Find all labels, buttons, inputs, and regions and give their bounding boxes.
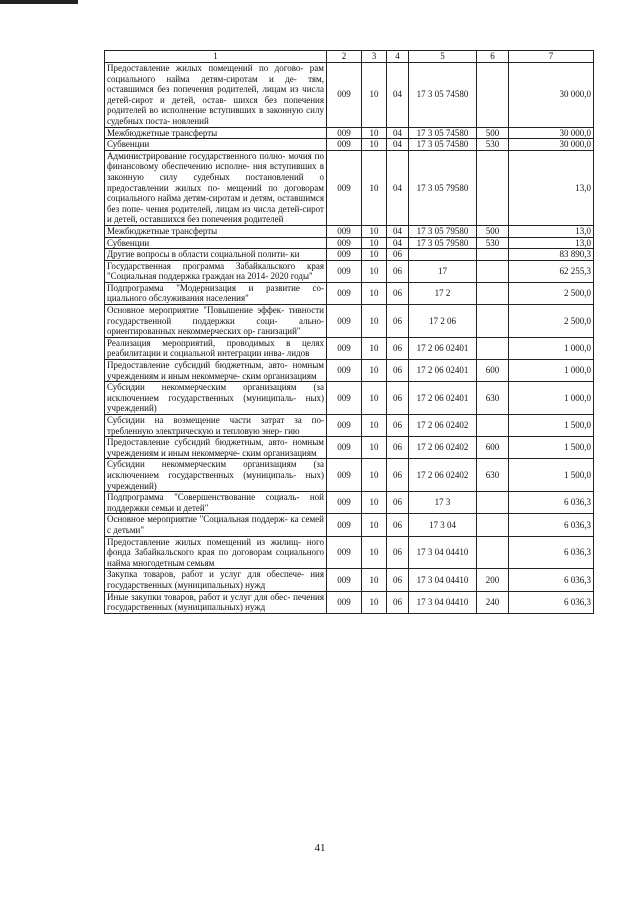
row-name: Подпрограмма "Модернизация и развитие со- циального обслуживания населения" <box>105 282 327 304</box>
row-cell-c7: 1 500,0 <box>509 437 594 459</box>
row-name: Основное мероприятие "Повышение эффек- тивности государственной поддержки соци- ально-ориентированных некоммерческих ор- ганизаций" <box>105 305 327 338</box>
table-row <box>105 249 594 261</box>
row-cell-c5: 17 2 06 <box>409 305 477 338</box>
row-cell-c3: 10 <box>362 225 387 237</box>
row-name: Субсидии некоммерческим организациям (за исключением государственных (муниципаль- ных) учреждений) <box>105 459 327 492</box>
row-name: Предоставление жилых помещений из жилищ- ного фонда Забайкальского края по договорам социального найма многодетным семьям <box>105 536 327 569</box>
row-cell-c3: 10 <box>362 415 387 437</box>
table-row <box>105 459 594 492</box>
row-name: Субсидии некоммерческим организациям (за исключением государственных (муниципаль- ных) учреждений) <box>105 382 327 415</box>
row-name: Предоставление субсидий бюджетным, авто- номным учреждениям и иным некоммерче- ским организациям <box>105 437 327 459</box>
row-name: Администрирование государственного полно- мочия по финансовому обеспечению исполне- ния вступивших в законную силу судебных постановлений о предоставлении жилых по- мещений по договорам социального найма детям-сиротам и детям, оставшимся без попе- чения родителей, лицам из числа детей-сирот и детей, оставшихся без попечения родителей <box>105 150 327 225</box>
row-cell-c3: 10 <box>362 63 387 128</box>
row-cell-c3: 10 <box>362 127 387 139</box>
table-row <box>105 514 594 536</box>
row-cell-c5: 17 3 05 74580 <box>409 127 477 139</box>
row-cell-c5: 17 3 <box>409 492 477 514</box>
row-cell-c4: 06 <box>387 459 409 492</box>
row-cell-c6: 200 <box>477 569 509 591</box>
row-name: Предоставление жилых помещений по догово- рам социального найма детям-сиротам и де- тям, оставшимся без попечения родителей, лицам из числа детей-сирот и детей, остав- шихся без попечения родителей во исполнение вступивших в законную силу судебных поста- новлений <box>105 63 327 128</box>
row-cell-c2: 009 <box>327 139 362 151</box>
row-cell-c5: 17 3 05 74580 <box>409 139 477 151</box>
row-cell-c6: 630 <box>477 459 509 492</box>
row-cell-c7: 13,0 <box>509 150 594 225</box>
row-cell-c2: 009 <box>327 337 362 359</box>
row-cell-c5: 17 2 <box>409 282 477 304</box>
row-cell-c7: 1 500,0 <box>509 415 594 437</box>
page-number: 41 <box>314 842 326 854</box>
row-cell-c2: 009 <box>327 569 362 591</box>
table-row <box>105 337 594 359</box>
row-cell-c4: 04 <box>387 127 409 139</box>
row-cell-c6 <box>477 63 509 128</box>
row-cell-c2: 009 <box>327 591 362 613</box>
row-cell-c5: 17 3 05 79580 <box>409 225 477 237</box>
header-row <box>105 51 594 63</box>
row-cell-c6 <box>477 337 509 359</box>
row-cell-c4: 06 <box>387 591 409 613</box>
row-cell-c2: 009 <box>327 514 362 536</box>
row-cell-c6: 500 <box>477 225 509 237</box>
col-header-4: 4 <box>387 51 409 63</box>
row-cell-c7: 2 500,0 <box>509 305 594 338</box>
top-edge-mark <box>0 0 78 4</box>
row-cell-c7: 30 000,0 <box>509 139 594 151</box>
row-name: Субсидии на возмещение части затрат за по- требленную электрическую и тепловую энер- гию <box>105 415 327 437</box>
row-name: Иные закупки товаров, работ и услуг для обес- печения государственных (муниципальных) нужд <box>105 591 327 613</box>
row-cell-c2: 009 <box>327 382 362 415</box>
row-cell-c6: 600 <box>477 360 509 382</box>
row-cell-c6: 240 <box>477 591 509 613</box>
row-cell-c5: 17 <box>409 260 477 282</box>
table-row <box>105 305 594 338</box>
row-cell-c4: 06 <box>387 360 409 382</box>
table-row <box>105 282 594 304</box>
row-cell-c2: 009 <box>327 127 362 139</box>
row-cell-c6: 630 <box>477 382 509 415</box>
row-cell-c7: 1 500,0 <box>509 459 594 492</box>
row-cell-c4: 06 <box>387 536 409 569</box>
col-header-5: 5 <box>409 51 477 63</box>
row-cell-c3: 10 <box>362 536 387 569</box>
col-header-2: 2 <box>327 51 362 63</box>
row-cell-c7: 30 000,0 <box>509 127 594 139</box>
table-row <box>105 225 594 237</box>
row-cell-c5: 17 2 06 02401 <box>409 382 477 415</box>
row-cell-c4: 04 <box>387 150 409 225</box>
row-cell-c3: 10 <box>362 437 387 459</box>
row-cell-c2: 009 <box>327 225 362 237</box>
row-cell-c2: 009 <box>327 249 362 261</box>
table-row <box>105 237 594 249</box>
row-cell-c7: 62 255,3 <box>509 260 594 282</box>
row-cell-c5: 17 3 04 04410 <box>409 536 477 569</box>
row-cell-c5: 17 2 06 02402 <box>409 459 477 492</box>
row-cell-c5: 17 3 05 79580 <box>409 150 477 225</box>
table-row <box>105 127 594 139</box>
row-name: Закупка товаров, работ и услуг для обеспече- ния государственных (муниципальных) нужд <box>105 569 327 591</box>
row-cell-c6 <box>477 415 509 437</box>
row-cell-c5: 17 2 06 02402 <box>409 437 477 459</box>
row-cell-c7: 13,0 <box>509 225 594 237</box>
row-cell-c3: 10 <box>362 591 387 613</box>
row-cell-c7: 30 000,0 <box>509 63 594 128</box>
table-row <box>105 415 594 437</box>
col-header-6: 6 <box>477 51 509 63</box>
row-cell-c3: 10 <box>362 514 387 536</box>
row-cell-c4: 04 <box>387 237 409 249</box>
table-row <box>105 536 594 569</box>
row-cell-c6 <box>477 305 509 338</box>
row-cell-c2: 009 <box>327 260 362 282</box>
row-cell-c3: 10 <box>362 282 387 304</box>
table-row <box>105 382 594 415</box>
row-cell-c3: 10 <box>362 382 387 415</box>
col-header-1: 1 <box>105 51 327 63</box>
row-cell-c6: 600 <box>477 437 509 459</box>
row-cell-c7: 83 890,3 <box>509 249 594 261</box>
row-cell-c7: 1 000,0 <box>509 360 594 382</box>
row-cell-c3: 10 <box>362 237 387 249</box>
row-cell-c6: 500 <box>477 127 509 139</box>
row-cell-c5: 17 3 04 <box>409 514 477 536</box>
table-row <box>105 139 594 151</box>
row-cell-c4: 06 <box>387 305 409 338</box>
row-cell-c4: 04 <box>387 225 409 237</box>
row-cell-c3: 10 <box>362 459 387 492</box>
budget-table <box>104 50 594 614</box>
row-cell-c2: 009 <box>327 237 362 249</box>
row-cell-c6 <box>477 282 509 304</box>
row-cell-c7: 1 000,0 <box>509 337 594 359</box>
table-row <box>105 569 594 591</box>
row-cell-c3: 10 <box>362 492 387 514</box>
row-cell-c2: 009 <box>327 437 362 459</box>
row-cell-c6 <box>477 514 509 536</box>
row-cell-c7: 6 036,3 <box>509 591 594 613</box>
row-cell-c4: 06 <box>387 569 409 591</box>
row-cell-c6 <box>477 492 509 514</box>
row-cell-c5: 17 2 06 02401 <box>409 337 477 359</box>
row-cell-c2: 009 <box>327 492 362 514</box>
row-cell-c7: 1 000,0 <box>509 382 594 415</box>
row-cell-c4: 04 <box>387 139 409 151</box>
row-cell-c3: 10 <box>362 360 387 382</box>
row-cell-c7: 6 036,3 <box>509 514 594 536</box>
row-cell-c6 <box>477 260 509 282</box>
table-row <box>105 591 594 613</box>
row-cell-c6 <box>477 536 509 569</box>
row-cell-c4: 06 <box>387 382 409 415</box>
table-row <box>105 437 594 459</box>
table-row <box>105 150 594 225</box>
row-cell-c2: 009 <box>327 63 362 128</box>
row-name: Предоставление субсидий бюджетным, авто- номным учреждениям и иным некоммерче- ским организациям <box>105 360 327 382</box>
row-cell-c7: 6 036,3 <box>509 492 594 514</box>
row-cell-c5: 17 3 04 04410 <box>409 569 477 591</box>
row-cell-c6 <box>477 150 509 225</box>
row-cell-c4: 06 <box>387 514 409 536</box>
row-name: Основное мероприятие "Социальная поддерж- ка семей с детьми" <box>105 514 327 536</box>
row-cell-c3: 10 <box>362 260 387 282</box>
row-cell-c4: 06 <box>387 260 409 282</box>
row-cell-c7: 6 036,3 <box>509 536 594 569</box>
row-cell-c3: 10 <box>362 139 387 151</box>
row-cell-c2: 009 <box>327 459 362 492</box>
table-row <box>105 260 594 282</box>
row-name: Межбюджетные трансферты <box>105 225 327 237</box>
row-cell-c6: 530 <box>477 237 509 249</box>
row-cell-c5: 17 3 05 79580 <box>409 237 477 249</box>
row-name: Государственная программа Забайкальского края "Социальная поддержка граждан на 2014- 2020 годы" <box>105 260 327 282</box>
row-cell-c2: 009 <box>327 360 362 382</box>
row-cell-c7: 2 500,0 <box>509 282 594 304</box>
row-cell-c2: 009 <box>327 536 362 569</box>
row-name: Межбюджетные трансферты <box>105 127 327 139</box>
row-cell-c5: 17 3 04 04410 <box>409 591 477 613</box>
row-cell-c2: 009 <box>327 150 362 225</box>
row-cell-c5: 17 2 06 02402 <box>409 415 477 437</box>
row-cell-c3: 10 <box>362 337 387 359</box>
row-name: Другие вопросы в области социальной полити- ки <box>105 249 327 261</box>
row-cell-c5: 17 3 05 74580 <box>409 63 477 128</box>
row-cell-c4: 06 <box>387 249 409 261</box>
row-cell-c4: 04 <box>387 63 409 128</box>
row-cell-c2: 009 <box>327 282 362 304</box>
row-name: Подпрограмма "Совершенствование социаль- ной поддержки семьи и детей" <box>105 492 327 514</box>
row-cell-c2: 009 <box>327 415 362 437</box>
row-cell-c4: 06 <box>387 337 409 359</box>
row-name: Субвенции <box>105 139 327 151</box>
row-name: Реализация мероприятий, проводимых в целях реабилитации и социальной интеграции инва- лидов <box>105 337 327 359</box>
row-cell-c4: 06 <box>387 437 409 459</box>
row-cell-c5 <box>409 249 477 261</box>
row-cell-c5: 17 2 06 02401 <box>409 360 477 382</box>
row-cell-c3: 10 <box>362 569 387 591</box>
col-header-7: 7 <box>509 51 594 63</box>
table-row <box>105 63 594 128</box>
row-cell-c7: 13,0 <box>509 237 594 249</box>
row-cell-c3: 10 <box>362 305 387 338</box>
row-cell-c7: 6 036,3 <box>509 569 594 591</box>
row-cell-c2: 009 <box>327 305 362 338</box>
row-cell-c6 <box>477 249 509 261</box>
row-name: Субвенции <box>105 237 327 249</box>
col-header-3: 3 <box>362 51 387 63</box>
table-row <box>105 492 594 514</box>
row-cell-c6: 530 <box>477 139 509 151</box>
row-cell-c3: 10 <box>362 150 387 225</box>
row-cell-c4: 06 <box>387 282 409 304</box>
table-row <box>105 360 594 382</box>
row-cell-c4: 06 <box>387 492 409 514</box>
row-cell-c3: 10 <box>362 249 387 261</box>
row-cell-c4: 06 <box>387 415 409 437</box>
